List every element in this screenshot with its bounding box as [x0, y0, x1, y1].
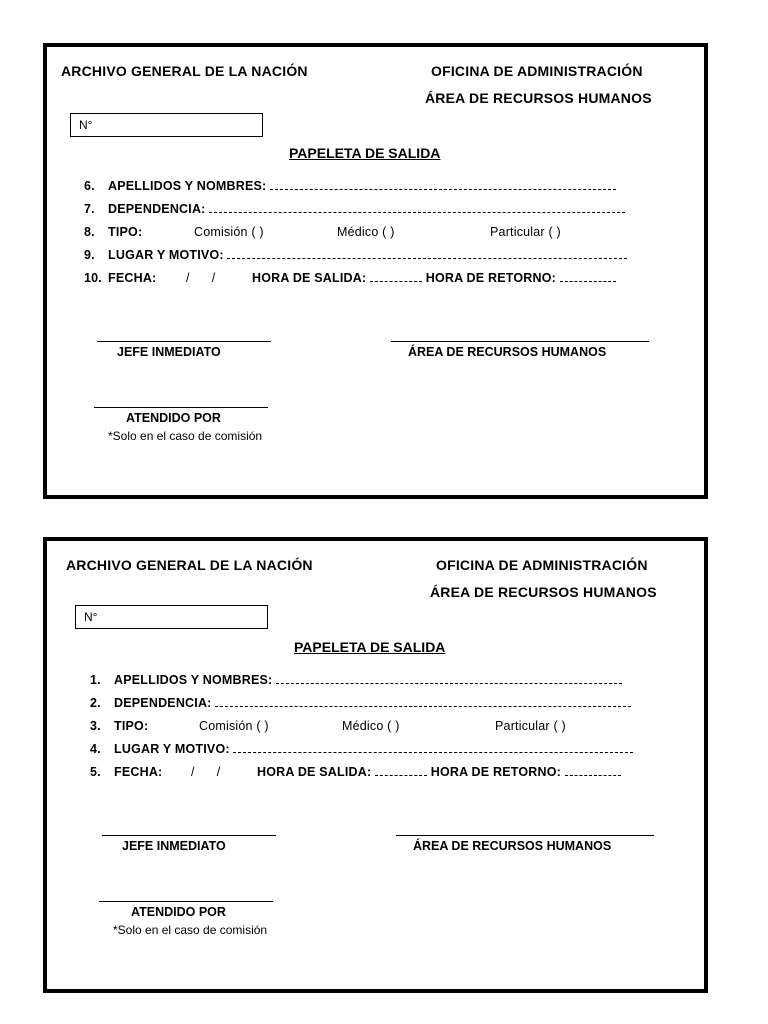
dependencia-input-line[interactable] [209, 202, 625, 213]
hora-salida [257, 765, 621, 779]
hora-salida-label: HORA DE SALIDA: [252, 271, 367, 285]
tipo-label: TIPO: [108, 225, 143, 239]
field-number: 1. [90, 673, 101, 687]
names-input-line[interactable] [270, 179, 616, 190]
tipo-comision-option[interactable]: Comisión ( ) [194, 225, 264, 239]
field-fecha [84, 271, 156, 285]
hora-salida-input-line[interactable] [370, 271, 422, 282]
atendido-signature-line[interactable] [99, 901, 273, 902]
atendido-signature-label: ATENDIDO POR [126, 411, 221, 425]
field-dependencia [90, 696, 631, 710]
field-tipo [90, 719, 148, 733]
number-label: N° [79, 118, 93, 132]
fecha-slashes[interactable]: / / [191, 765, 221, 779]
hora-retorno-input-line[interactable] [565, 765, 621, 776]
hora-salida-input-line[interactable] [375, 765, 427, 776]
names-label: APELLIDOS Y NOMBRES: [108, 179, 267, 193]
hora-salida-label: HORA DE SALIDA: [257, 765, 372, 779]
field-number: 10. [84, 271, 102, 285]
form-title: PAPELETA DE SALIDA [294, 639, 446, 655]
exit-slip-form-2 [43, 537, 708, 993]
field-number: 8. [84, 225, 95, 239]
field-number: 5. [90, 765, 101, 779]
tipo-medico-option[interactable]: Médico ( ) [337, 225, 395, 239]
exit-slip-form-1 [43, 43, 708, 499]
form-title: PAPELETA DE SALIDA [289, 145, 441, 161]
jefe-signature-label: JEFE INMEDIATO [122, 839, 226, 853]
lugar-label: LUGAR Y MOTIVO: [108, 248, 224, 262]
area-name: ÁREA DE RECURSOS HUMANOS [430, 584, 657, 600]
tipo-label: TIPO: [114, 719, 149, 733]
atendido-signature-line[interactable] [94, 407, 268, 408]
rrhh-signature-line[interactable] [396, 835, 654, 836]
field-names [84, 179, 616, 193]
dependencia-input-line[interactable] [215, 696, 631, 707]
names-input-line[interactable] [276, 673, 622, 684]
tipo-particular-option[interactable]: Particular ( ) [495, 719, 566, 733]
field-lugar [90, 742, 633, 756]
commission-note: *Solo en el caso de comisión [113, 923, 268, 937]
field-tipo [84, 225, 142, 239]
fecha-label: FECHA: [114, 765, 163, 779]
office-name: OFICINA DE ADMINISTRACIÓN [431, 63, 643, 79]
dependencia-label: DEPENDENCIA: [114, 696, 212, 710]
jefe-signature-label: JEFE INMEDIATO [117, 345, 221, 359]
field-number: 9. [84, 248, 95, 262]
jefe-signature-line[interactable] [102, 835, 276, 836]
jefe-signature-line[interactable] [97, 341, 271, 342]
rrhh-signature-label: ÁREA DE RECURSOS HUMANOS [413, 839, 612, 853]
field-number: 2. [90, 696, 101, 710]
hora-retorno-input-line[interactable] [560, 271, 616, 282]
field-dependencia [84, 202, 625, 216]
office-name: OFICINA DE ADMINISTRACIÓN [436, 557, 648, 573]
rrhh-signature-line[interactable] [391, 341, 649, 342]
field-number: 7. [84, 202, 95, 216]
org-name: ARCHIVO GENERAL DE LA NACIÓN [61, 63, 308, 79]
tipo-particular-option[interactable]: Particular ( ) [490, 225, 561, 239]
fecha-label: FECHA: [108, 271, 157, 285]
field-lugar [84, 248, 627, 262]
hora-retorno-label: HORA DE RETORNO: [425, 271, 557, 285]
area-name: ÁREA DE RECURSOS HUMANOS [425, 90, 652, 106]
field-names [90, 673, 622, 687]
hora-retorno-label: HORA DE RETORNO: [430, 765, 562, 779]
fecha-slashes[interactable]: / / [186, 271, 216, 285]
dependencia-label: DEPENDENCIA: [108, 202, 206, 216]
field-number: 6. [84, 179, 95, 193]
tipo-comision-option[interactable]: Comisión ( ) [199, 719, 269, 733]
lugar-input-line[interactable] [227, 248, 627, 259]
rrhh-signature-label: ÁREA DE RECURSOS HUMANOS [408, 345, 607, 359]
number-label: N° [84, 610, 98, 624]
lugar-label: LUGAR Y MOTIVO: [114, 742, 230, 756]
field-number: 4. [90, 742, 101, 756]
atendido-signature-label: ATENDIDO POR [131, 905, 226, 919]
field-fecha [90, 765, 162, 779]
field-number: 3. [90, 719, 101, 733]
commission-note: *Solo en el caso de comisión [108, 429, 263, 443]
lugar-input-line[interactable] [233, 742, 633, 753]
org-name: ARCHIVO GENERAL DE LA NACIÓN [66, 557, 313, 573]
number-field[interactable] [75, 605, 268, 629]
hora-salida [252, 271, 616, 285]
names-label: APELLIDOS Y NOMBRES: [114, 673, 273, 687]
tipo-medico-option[interactable]: Médico ( ) [342, 719, 400, 733]
number-field[interactable] [70, 113, 263, 137]
